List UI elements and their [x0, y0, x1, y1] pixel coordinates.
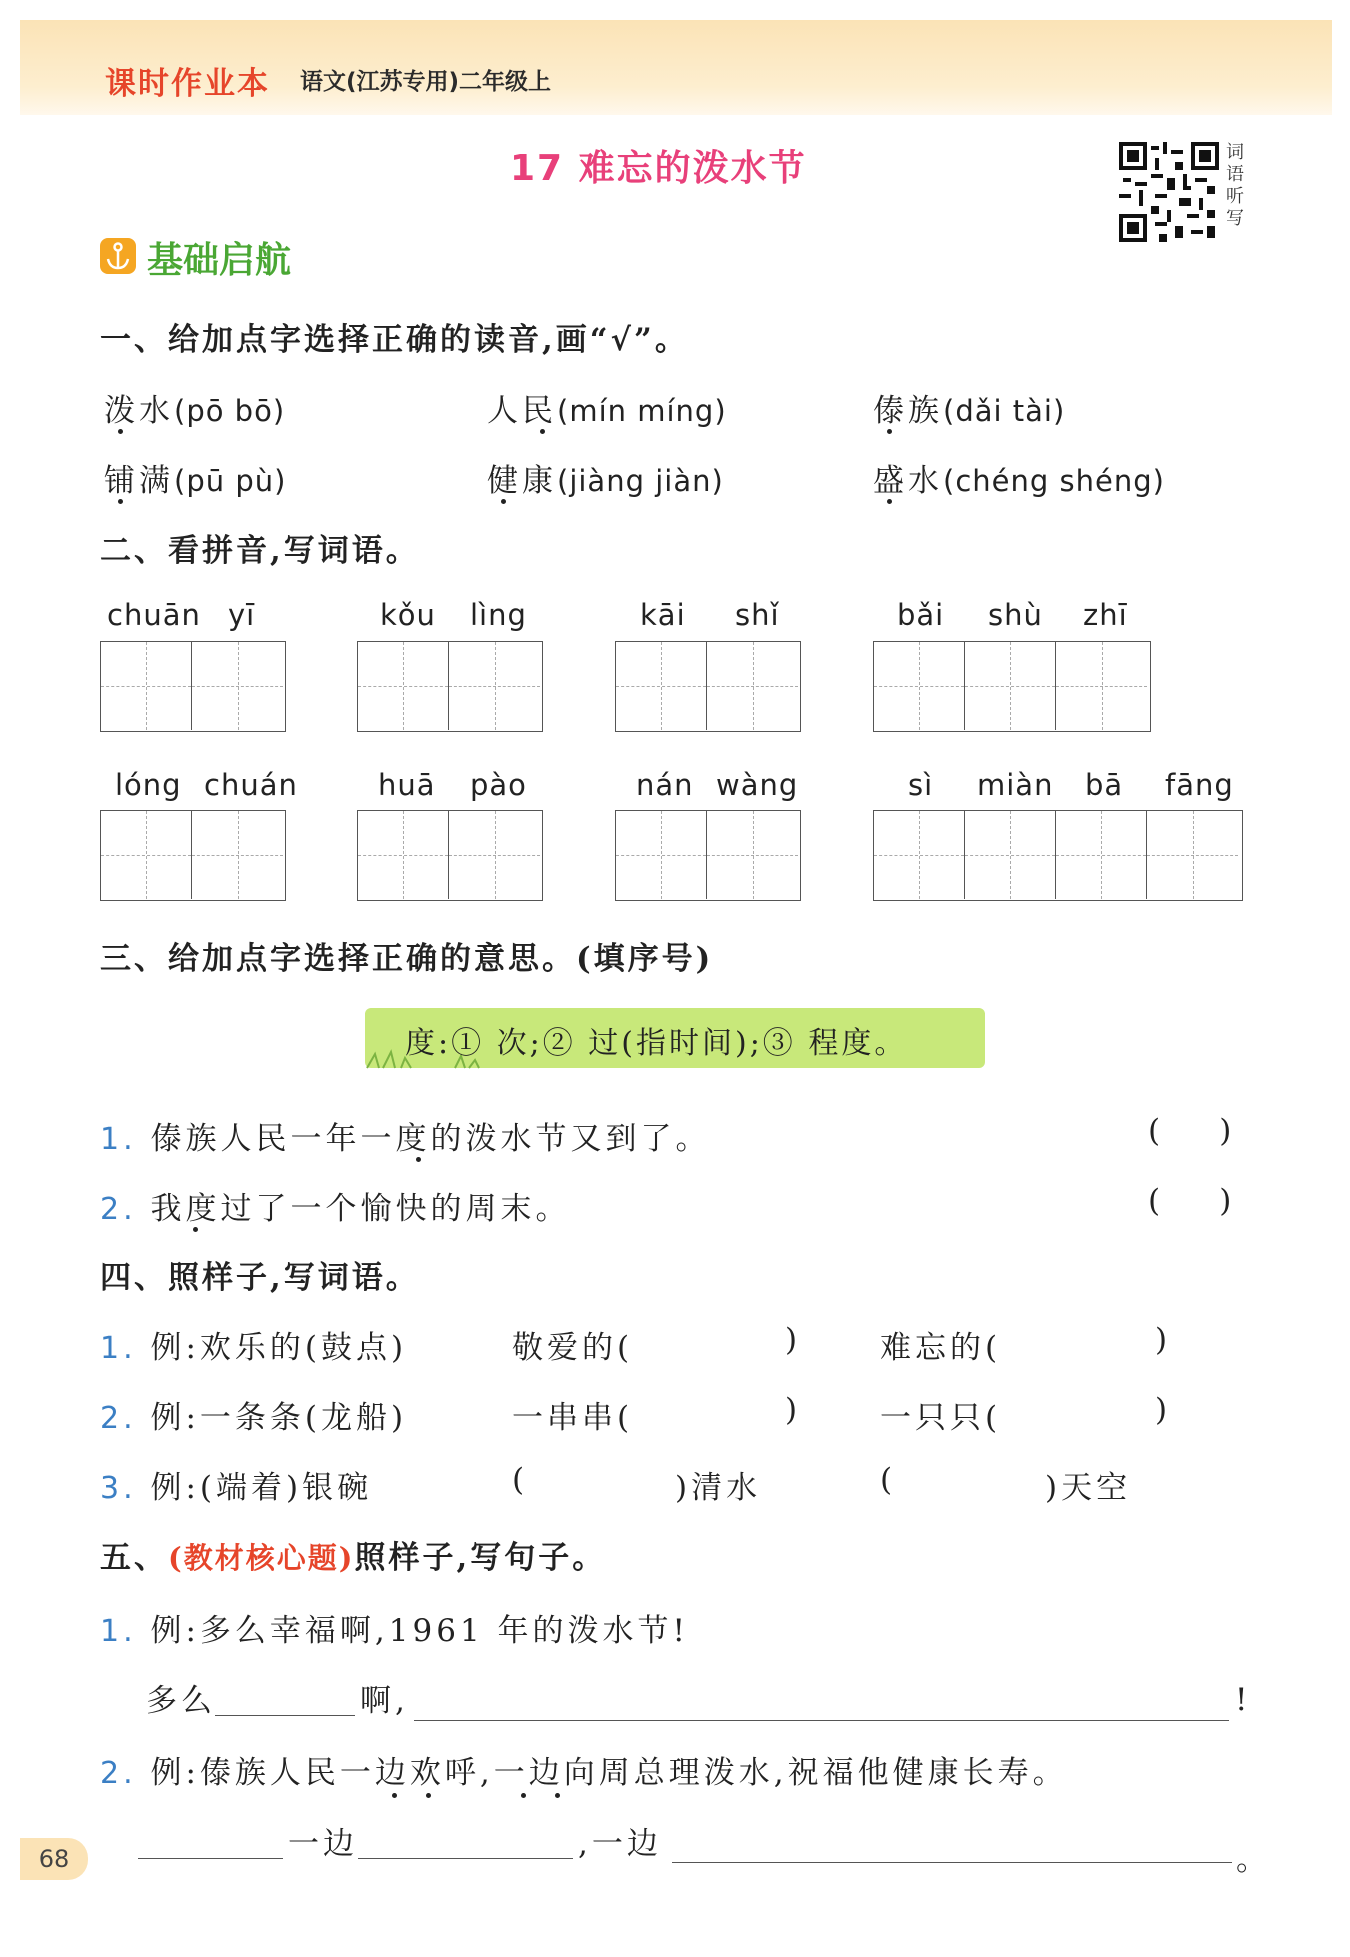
emphasis-dot [193, 1227, 198, 1232]
emphasis-dot [416, 1157, 421, 1162]
q5-title-suffix: 照样子,写句子。 [354, 1540, 607, 1576]
answer-blank[interactable] [414, 1720, 1229, 1721]
q5-word: 啊, [360, 1683, 409, 1719]
pinyin-label: sì [908, 768, 934, 802]
q4-prompt-b-end: ) [1155, 1392, 1172, 1428]
emphasis-dot [887, 499, 892, 504]
q3-item [100, 1183, 570, 1228]
pinyin-label: shù [988, 598, 1043, 632]
q5-title-prefix: 五、 [100, 1540, 168, 1576]
q4-prompt-b-end: )天空 [1045, 1470, 1132, 1506]
grid-cell[interactable] [616, 811, 707, 899]
emphasis-dot [118, 499, 123, 504]
q1-options: (dǎi tài) [943, 394, 1066, 428]
grid-cell[interactable] [965, 642, 1056, 730]
q4-prompt-a: ( [512, 1462, 529, 1498]
meaning-text: 度:① 次;② 过(指时间);③ 程度。 [405, 1026, 908, 1061]
pinyin-label: fāng [1165, 768, 1234, 802]
writing-grid[interactable] [100, 641, 286, 732]
grid-cell[interactable] [707, 811, 798, 899]
answer-paren[interactable]: ( ) [1148, 1183, 1232, 1219]
emphasis-dot [392, 1793, 397, 1798]
q5-word: 一边 [288, 1826, 358, 1862]
anchor-icon [100, 238, 136, 274]
writing-grid[interactable] [615, 810, 801, 901]
page-number: 68 [20, 1838, 88, 1880]
pinyin-label: miàn [977, 768, 1054, 802]
q1-options: (pū pù) [174, 464, 287, 498]
section-title: 基础启航 [147, 240, 292, 281]
q4-prompt-b: ( [880, 1462, 897, 1498]
pinyin-label: nán [636, 768, 694, 802]
q1-word: 健康 [487, 463, 557, 499]
grid-cell[interactable] [1147, 811, 1238, 899]
pinyin-label: bā [1085, 768, 1124, 802]
q1-item [104, 455, 286, 500]
q5-example [100, 1747, 1068, 1792]
writing-grid[interactable] [873, 641, 1151, 732]
q4-prompt-a: 一串串( [512, 1400, 634, 1436]
grid-cell[interactable] [358, 642, 449, 730]
grid-cell[interactable] [1056, 811, 1147, 899]
q4-example [100, 1392, 407, 1437]
grid-cell[interactable] [449, 642, 540, 730]
q1-word: 人民 [487, 393, 557, 429]
q4-title: 四、照样子,写词语。 [100, 1260, 420, 1296]
item-number: 1. [100, 1614, 137, 1649]
item-number: 1. [100, 1122, 137, 1157]
qr-caption: 词语听写 [1226, 142, 1244, 229]
pinyin-label: chuān [107, 598, 201, 632]
emphasis-dot [555, 1793, 560, 1798]
pinyin-label: zhī [1083, 598, 1128, 632]
item-number: 2. [100, 1401, 137, 1436]
q4-example-text: 例:欢乐的(鼓点) [150, 1330, 408, 1366]
grid-cell[interactable] [192, 642, 283, 730]
q3-sentence: 我度过了一个愉快的周末。 [150, 1191, 571, 1227]
q1-options: (pō bō) [174, 394, 286, 428]
q1-options: (jiàng jiàn) [557, 464, 724, 498]
grid-cell[interactable] [449, 811, 540, 899]
q1-title: 一、给加点字选择正确的读音,画“√”。 [100, 322, 689, 358]
q5-example [100, 1605, 689, 1650]
writing-grid[interactable] [873, 810, 1243, 901]
q4-example [100, 1322, 407, 1367]
pinyin-label: kǒu [380, 598, 436, 632]
q4-prompt-a-end: ) [785, 1322, 802, 1358]
answer-blank[interactable] [358, 1858, 573, 1859]
q1-item [104, 385, 285, 430]
grid-cell[interactable] [358, 811, 449, 899]
q1-item [873, 385, 1065, 430]
qr-code-icon[interactable] [1118, 142, 1220, 242]
grid-cell[interactable] [965, 811, 1056, 899]
q2-title: 二、看拼音,写词语。 [100, 533, 420, 569]
grid-cell[interactable] [1056, 642, 1147, 730]
q4-prompt-b: 难忘的( [880, 1330, 1002, 1366]
item-number: 1. [100, 1331, 137, 1366]
q4-prompt-a-end: )清水 [675, 1470, 762, 1506]
q1-options: (chéng shéng) [943, 464, 1165, 498]
pinyin-label: lìng [470, 598, 527, 632]
answer-blank[interactable] [138, 1858, 283, 1859]
writing-grid[interactable] [615, 641, 801, 732]
pinyin-label: bǎi [897, 598, 945, 632]
q1-word: 盛水 [873, 463, 943, 499]
q5-title [100, 1532, 606, 1577]
item-number: 3. [100, 1471, 137, 1506]
lesson-title: 17 难忘的泼水节 [510, 148, 807, 189]
q4-prompt-b: 一只只( [880, 1400, 1002, 1436]
emphasis-dot [521, 1793, 526, 1798]
answer-blank[interactable] [672, 1862, 1232, 1863]
pinyin-label: yī [228, 598, 256, 632]
q1-word: 傣族 [873, 393, 943, 429]
q5-word: 。 [1236, 1842, 1271, 1878]
subject-label: 语文(江苏专用)二年级上 [300, 69, 552, 95]
q5-word: 多么 [146, 1683, 216, 1719]
item-number: 2. [100, 1192, 137, 1227]
grid-cell[interactable] [874, 811, 965, 899]
q5-example-text: 例:多么幸福啊,1961 年的泼水节! [150, 1613, 689, 1649]
grid-cell[interactable] [616, 642, 707, 730]
emphasis-dot [426, 1793, 431, 1798]
q1-word: 铺满 [104, 463, 174, 499]
q1-item [873, 455, 1165, 500]
q5-word: ,一边 [578, 1826, 662, 1862]
emphasis-dot [540, 429, 545, 434]
q1-options: (mín míng) [557, 394, 727, 428]
grid-cell[interactable] [874, 642, 965, 730]
q5-word: ! [1235, 1682, 1252, 1718]
writing-grid[interactable] [357, 641, 543, 732]
emphasis-dot [501, 499, 506, 504]
grid-cell[interactable] [101, 811, 192, 899]
pinyin-label: lóng [115, 768, 182, 802]
brand-title: 课时作业本 [105, 66, 270, 102]
writing-grid[interactable] [100, 810, 286, 901]
item-number: 2. [100, 1756, 137, 1791]
q1-word: 泼水 [104, 393, 174, 429]
q4-prompt-a-end: ) [785, 1392, 802, 1428]
core-question-tag: (教材核心题) [168, 1541, 355, 1575]
pinyin-label: pào [470, 768, 527, 802]
q4-prompt-a: 敬爱的( [512, 1330, 634, 1366]
pinyin-label: shǐ [735, 598, 780, 632]
q4-example-text: 例:(端着)银碗 [150, 1470, 373, 1506]
answer-paren[interactable]: ( ) [1148, 1113, 1232, 1149]
q4-prompt-b-end: ) [1155, 1322, 1172, 1358]
q5-example-text: 例:傣族人民一边欢呼,一边向周总理泼水,祝福他健康长寿。 [150, 1755, 1068, 1791]
emphasis-dot [118, 429, 123, 434]
q3-sentence: 傣族人民一年一度的泼水节又到了。 [150, 1121, 711, 1157]
grid-cell[interactable] [707, 642, 798, 730]
grid-cell[interactable] [101, 642, 192, 730]
q3-title: 三、给加点字选择正确的意思。(填序号) [100, 941, 714, 977]
q4-example [100, 1462, 372, 1507]
q3-item [100, 1113, 710, 1158]
q1-item [487, 385, 727, 430]
pinyin-label: chuán [204, 768, 298, 802]
pinyin-label: kāi [640, 598, 686, 632]
answer-blank[interactable] [215, 1715, 355, 1716]
q4-example-text: 例:一条条(龙船) [150, 1400, 408, 1436]
emphasis-dot [887, 429, 892, 434]
q1-item [487, 455, 724, 500]
pinyin-label: huā [378, 768, 436, 802]
pinyin-label: wàng [716, 768, 799, 802]
grid-cell[interactable] [192, 811, 283, 899]
writing-grid[interactable] [357, 810, 543, 901]
